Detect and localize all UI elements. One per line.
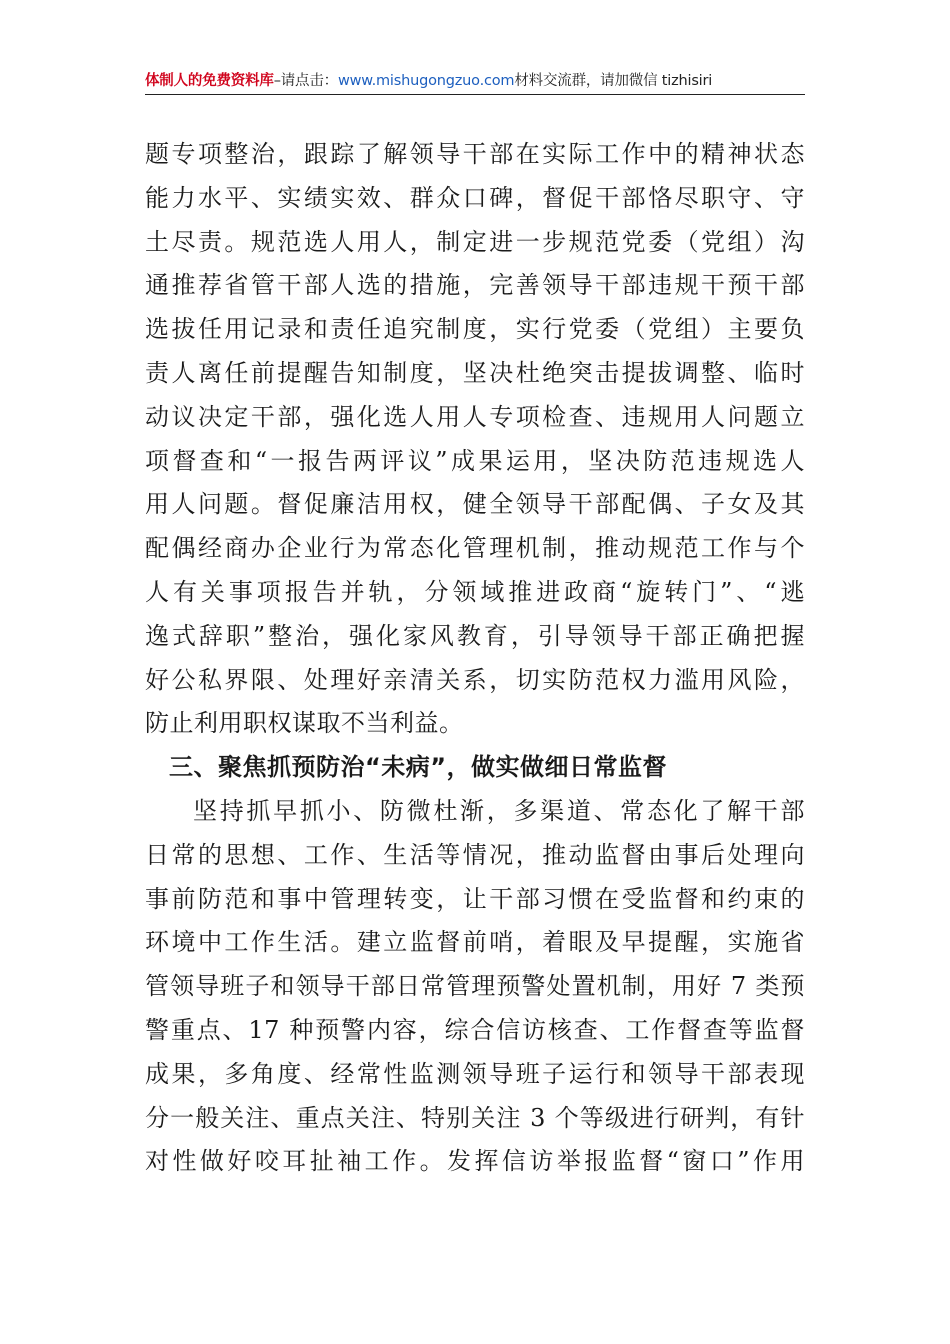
text-line: 逸式辞职”整治，强化家风教育，引导领导干部正确把握: [145, 621, 805, 650]
text-line: 管领导班子和领导干部日常管理预警处置机制，用好 7 类预: [145, 972, 805, 1001]
page-header: [145, 70, 805, 95]
text-line: 项督查和“一报告两评议”成果运用，坚决防范违规选人: [145, 446, 805, 475]
section-heading: 三、聚焦抓预防治“未病”，做实做细日常监督: [169, 753, 668, 782]
text-line: 警重点、17 种预警内容，综合信访核查、工作督查等监督: [145, 1015, 805, 1044]
text-line: 题专项整治，跟踪了解领导干部在实际工作中的精神状态: [145, 140, 805, 168]
text-line: 配偶经商办企业行为常态化管理机制，推动规范工作与个: [145, 534, 805, 563]
text-line: 通推荐省管干部人选的措施，完善领导干部违规干预干部: [145, 271, 805, 300]
text-line: 土尽责。规范选人用人，制定进一步规范党委（党组）沟: [145, 227, 805, 256]
header-url-link[interactable]: www.mishugongzuo.com: [337, 73, 515, 89]
text-line: 坚持抓早抓小、防微杜渐，多渠道、常态化了解干部: [193, 796, 805, 825]
document-body: [145, 133, 805, 1184]
text-line: 选拔任用记录和责任追究制度，实行党委（党组）主要负: [145, 315, 805, 344]
header-brand: 体制人的免费资料库: [145, 73, 274, 89]
text-line: 动议决定干部，强化选人用人专项检查、违规用人问题立: [145, 402, 805, 431]
text-line: 日常的思想、工作、生活等情况，推动监督由事后处理向: [145, 840, 805, 869]
text-line: 环境中工作生活。建立监督前哨，着眼及早提醒，实施省: [145, 928, 805, 957]
text-line: 责人离任前提醒告知制度，坚决杜绝突击提拔调整、临时: [145, 358, 805, 387]
text-line: 用人问题。督促廉洁用权，健全领导干部配偶、子女及其: [145, 490, 805, 519]
text-line: 事前防范和事中管理转变，让干部习惯在受监督和约束的: [145, 884, 805, 913]
text-line: 人有关事项报告并轨，分领域推进政商“旋转门”、“逃: [145, 577, 805, 606]
text-line: 成果，多角度、经常性监测领导班子运行和领导干部表现: [145, 1059, 805, 1088]
header-tail: 材料交流群，请加微信 tizhisiri: [514, 73, 713, 89]
text-line: 对性做好咬耳扯袖工作。发挥信访举报监督“窗口”作用: [145, 1147, 805, 1176]
text-line: 防止利用职权谋取不当利益。: [145, 709, 464, 738]
header-separator: –请点击：: [273, 73, 338, 89]
text-line: 好公私界限、处理好亲清关系，切实防范权力滥用风险，: [145, 665, 805, 694]
text-line: 能力水平、实绩实效、群众口碑，督促干部恪尽职守、守: [145, 183, 805, 212]
text-line: 分一般关注、重点关注、特别关注 3 个等级进行研判，有针: [145, 1103, 805, 1132]
